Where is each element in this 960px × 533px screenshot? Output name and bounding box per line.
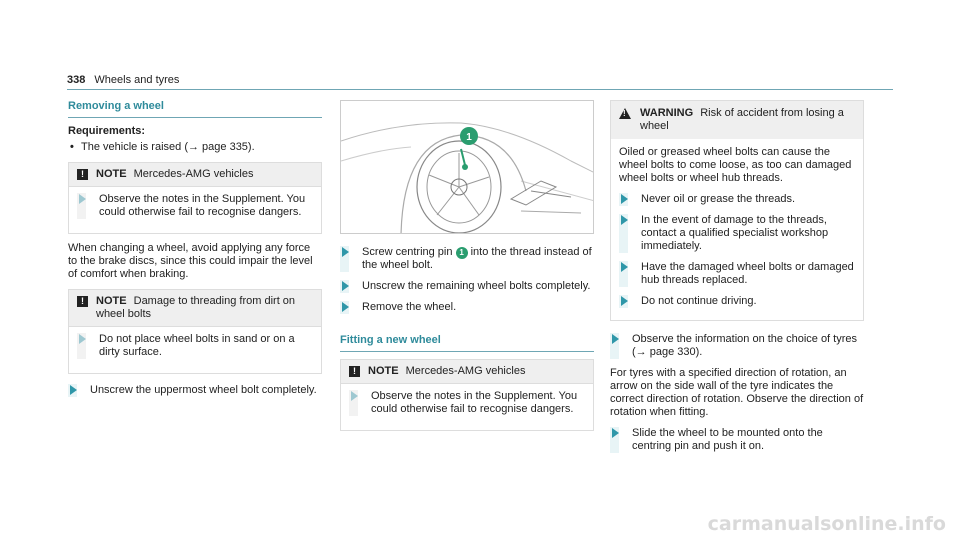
note-step: Do not place wheel bolts in sand or on a dirty surface. bbox=[77, 333, 313, 359]
wheel-illustration bbox=[340, 100, 594, 234]
warning-icon: ! bbox=[619, 108, 631, 119]
requirement-item: • The vehicle is raised (→ page 335). bbox=[68, 141, 322, 154]
page-header bbox=[67, 74, 893, 90]
warning-step: Have the damaged wheel bolts or damaged hub threads replaced. bbox=[619, 261, 855, 287]
exclamation-icon: ! bbox=[77, 296, 88, 307]
paragraph-brake-discs: When changing a wheel, avoid applying any force to the brake discs, since this could impair the level of comfort when braking. bbox=[68, 242, 313, 280]
step-observe-tyre-choice: Observe the information on the choice of tyres (→ page 330). bbox=[610, 333, 864, 359]
paragraph-rotation: For tyres with a specified direction of rotation, an arrow on the side wall of the tyre indicates the correct direction of rotation. Observe the direction of rotation when fitting. bbox=[610, 367, 864, 418]
warning-body: Oiled or greased wheel bolts can cause the wheel bolts to come loose, as too can damaged wheel bolts or wheel hub threads. bbox=[619, 146, 852, 184]
step-arrow-icon bbox=[621, 215, 628, 225]
step-arrow-icon bbox=[342, 247, 349, 257]
warning-step: Do not continue driving. bbox=[619, 295, 855, 308]
section-title-removing-wheel: Removing a wheel bbox=[68, 100, 322, 118]
step-arrow-icon bbox=[621, 194, 628, 204]
note-box-threading bbox=[68, 289, 322, 374]
step-remove-wheel: Remove the wheel. bbox=[340, 301, 594, 314]
note-text: Mercedes-AMG vehicles bbox=[405, 365, 526, 377]
step-arrow-icon bbox=[70, 385, 77, 395]
note-label: NOTE bbox=[96, 168, 127, 180]
step-arrow-icon bbox=[351, 391, 358, 401]
step-arrow-icon bbox=[612, 428, 619, 438]
exclamation-icon: ! bbox=[349, 366, 360, 377]
step-arrow-icon bbox=[342, 281, 349, 291]
column-1 bbox=[68, 100, 322, 405]
note-box-amg bbox=[68, 162, 322, 234]
column-3 bbox=[610, 100, 864, 461]
requirements-label: Requirements: bbox=[68, 125, 146, 137]
note-text: Damage to threading from dirt on wheel bolts bbox=[96, 295, 296, 320]
note-label: NOTE bbox=[96, 295, 127, 307]
note-box-amg-fitting bbox=[340, 359, 594, 431]
section-title-fitting-wheel: Fitting a new wheel bbox=[340, 334, 594, 352]
step-arrow-icon bbox=[79, 334, 86, 344]
note-label: NOTE bbox=[368, 365, 399, 377]
column-2 bbox=[340, 100, 594, 439]
warning-step: Never oil or grease the threads. bbox=[619, 193, 855, 206]
exclamation-icon: ! bbox=[77, 169, 88, 180]
watermark: carmanualsonline.info bbox=[707, 513, 946, 533]
step-unscrew-uppermost: Unscrew the uppermost wheel bolt completely. bbox=[68, 384, 322, 397]
step-arrow-icon bbox=[612, 334, 619, 344]
step-slide-wheel: Slide the wheel to be mounted onto the centring pin and push it on. bbox=[610, 427, 864, 453]
step-arrow-icon bbox=[342, 302, 349, 312]
figure-callout-1: 1 bbox=[466, 132, 472, 143]
note-step: Observe the notes in the Supplement. You could otherwise fail to recognise dangers. bbox=[349, 390, 585, 416]
page-running-title: Wheels and tyres bbox=[94, 74, 180, 86]
page-number: 338 bbox=[67, 74, 86, 86]
note-step: Observe the notes in the Supplement. You could otherwise fail to recognise dangers. bbox=[77, 193, 313, 219]
note-text: Mercedes-AMG vehicles bbox=[133, 168, 254, 180]
step-arrow-icon bbox=[621, 296, 628, 306]
step-arrow-icon bbox=[621, 262, 628, 272]
callout-1-icon: 1 bbox=[456, 247, 468, 259]
warning-step: In the event of damage to the threads, contact a qualified specialist workshop immediately. bbox=[619, 214, 855, 253]
step-screw-centring-pin: Screw centring pin 1 into the thread instead of the wheel bolt. bbox=[340, 246, 594, 272]
warning-text: Risk of accident from losing a wheel bbox=[640, 107, 844, 132]
wheel-drawing bbox=[341, 101, 594, 234]
warning-box bbox=[610, 100, 864, 321]
warning-label: WARNING bbox=[640, 107, 694, 119]
step-arrow-icon bbox=[79, 194, 86, 204]
step-unscrew-remaining: Unscrew the remaining wheel bolts completely. bbox=[340, 280, 594, 293]
